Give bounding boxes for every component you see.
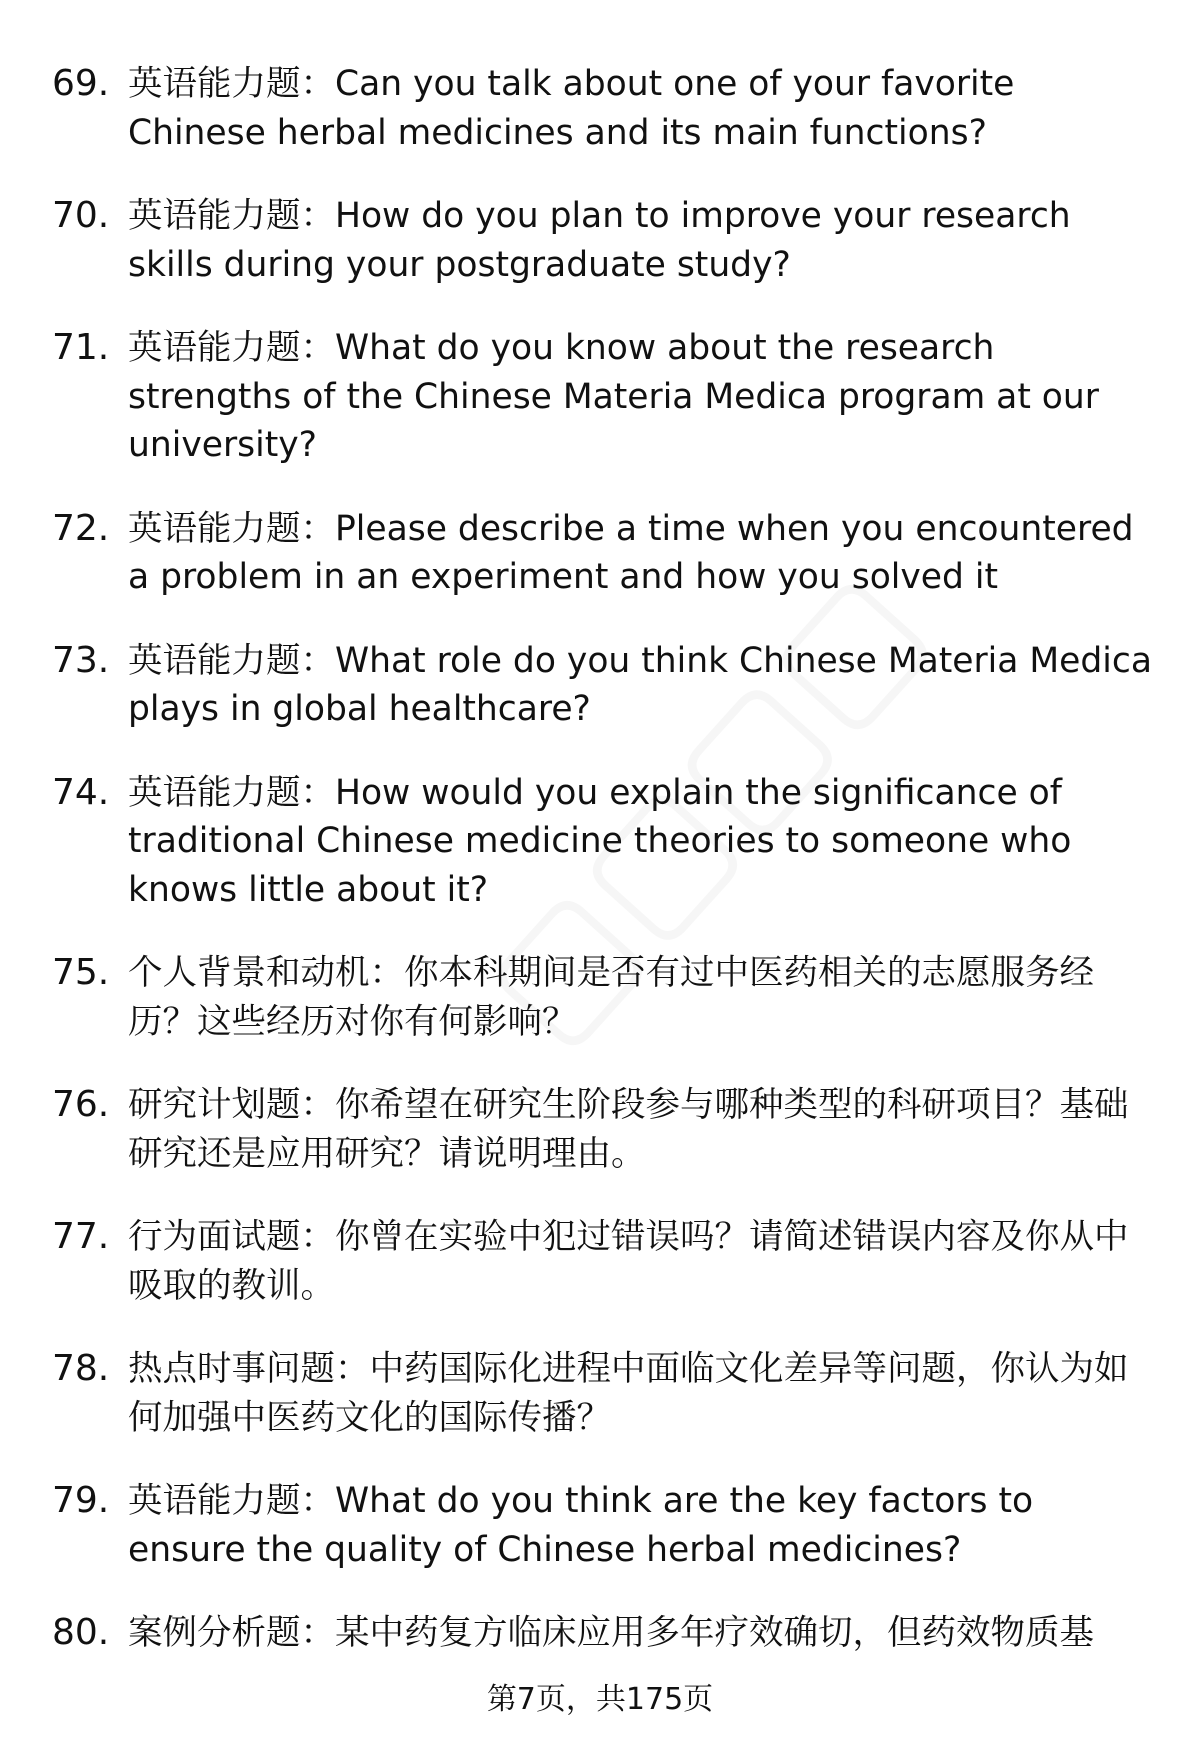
question-number: 70. [52, 195, 110, 236]
question-item [52, 505, 1152, 602]
question-item [52, 324, 1152, 470]
question-number: 76. [52, 1084, 110, 1125]
question-item [52, 769, 1152, 915]
question-number: 78. [52, 1348, 110, 1389]
question-number: 79. [52, 1480, 110, 1521]
question-text: 英语能力题：What do you know about the research strengths of the Chinese Materia Medica program at our university? [128, 328, 1099, 465]
question-number: 75. [52, 952, 110, 993]
question-text: 研究计划题：你希望在研究生阶段参与哪种类型的科研项目？基础研究还是应用研究？请说明理由。 [128, 1085, 1129, 1174]
question-number: 77. [52, 1216, 110, 1257]
question-text: 个人背景和动机：你本科期间是否有过中医药相关的志愿服务经历？这些经历对你有何影响？ [128, 953, 1094, 1042]
question-item [52, 1345, 1152, 1442]
question-number: 80. [52, 1612, 110, 1653]
question-text: 行为面试题：你曾在实验中犯过错误吗？请简述错误内容及你从中吸取的教训。 [128, 1217, 1129, 1306]
question-item [52, 949, 1152, 1046]
question-text: 英语能力题：What role do you think Chinese Materia Medica plays in global healthcare? [128, 640, 1152, 729]
question-number: 71. [52, 327, 110, 368]
question-text: 英语能力题：Please describe a time when you encountered a problem in an experiment and how you solved it [128, 508, 1134, 597]
question-item [52, 192, 1152, 289]
question-text: 英语能力题：Can you talk about one of your favorite Chinese herbal medicines and its main functions? [128, 64, 1015, 153]
question-text: 英语能力题：How do you plan to improve your research skills during your postgraduate study? [128, 196, 1071, 285]
question-number: 69. [52, 63, 110, 104]
question-item [52, 637, 1152, 734]
question-item [52, 1081, 1152, 1178]
question-text: 案例分析题：某中药复方临床应用多年疗效确切，但药效物质基 [128, 1613, 1094, 1653]
question-item [52, 60, 1152, 157]
question-item [52, 1213, 1152, 1310]
question-number: 73. [52, 639, 110, 681]
question-text: 英语能力题：How would you explain the significance of traditional Chinese medicine theories to someone who knows little about it? [128, 772, 1072, 910]
page-footer: 第7页，共175页 [486, 1682, 714, 1717]
question-text: 英语能力题：What do you think are the key factors to ensure the quality of Chinese herbal medicines? [128, 1481, 1034, 1570]
question-number: 72. [52, 507, 110, 549]
question-list [52, 60, 1152, 1693]
question-item [52, 1609, 1152, 1658]
question-item [52, 1477, 1152, 1574]
question-text: 热点时事问题：中药国际化进程中面临文化差异等问题，你认为如何加强中医药文化的国际传播？ [128, 1349, 1129, 1438]
question-number: 74. [52, 771, 110, 813]
